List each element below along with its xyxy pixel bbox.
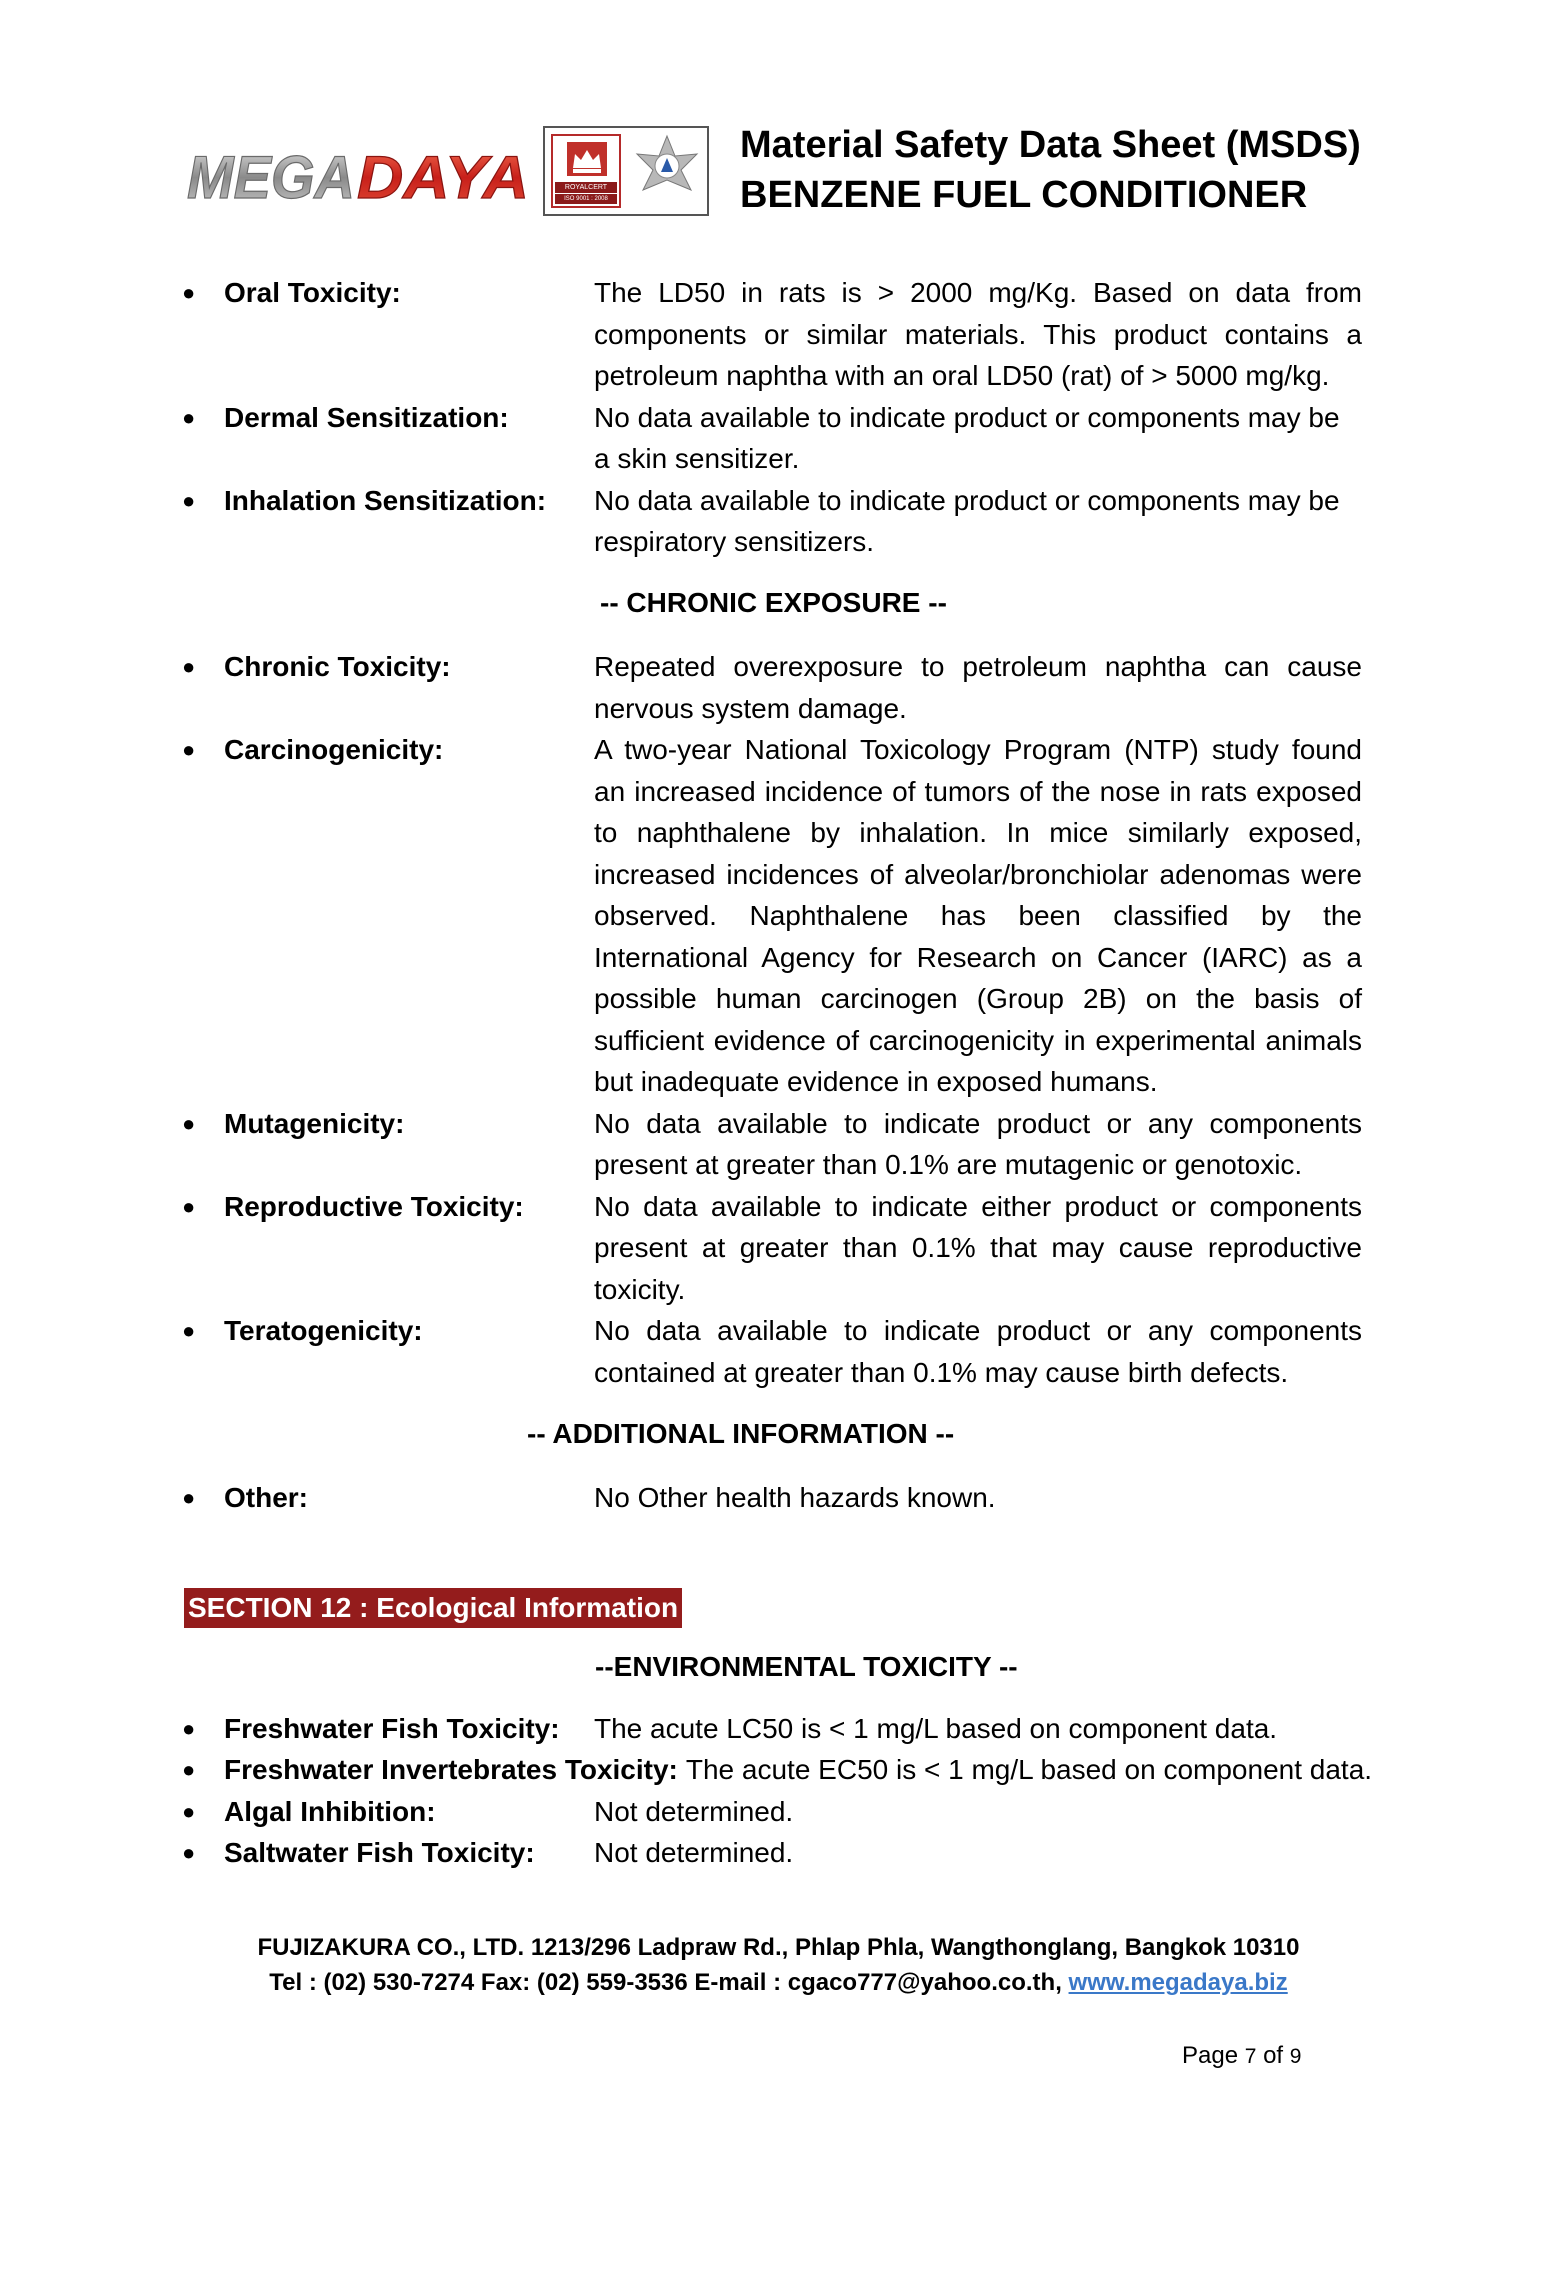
website-link[interactable]: www.megadaya.biz <box>1068 1969 1288 1996</box>
contact-details: Tel : (02) 530-7274 Fax: (02) 559-3536 E-mail : cgaco777@yahoo.co.th, <box>269 1969 1069 1996</box>
accreditation-star-icon <box>631 132 703 210</box>
contact-line <box>0 1965 1557 2000</box>
item-value: No data available to indicate product or components may be respiratory sensitizers. <box>594 484 1340 557</box>
item-label: Inhalation Sensitization: <box>224 484 547 516</box>
item-value: Not determined. <box>594 1837 794 1868</box>
list-item-inhalation-sensitization <box>182 480 1362 563</box>
item-value: A two-year National Toxicology Program (NTP) study found an increased incidence of tumors of the nose in rats exposed to naphthalene by inhalation. In mice similarly exposed, increased incidences of alveolar/bronchiolar adenomas were observed. Naphthalene has been classified by the International Agency for Research on Cancer (IARC) as a possible human carcinogen (Group 2B) on the basis of sufficient evidence of carcinogenicity in experimental animals but inadequate evidence in exposed humans. <box>594 734 1362 1097</box>
bullet-icon: ● <box>182 1757 196 1782</box>
page-total: 9 <box>1289 2045 1302 2068</box>
item-label: Saltwater Fish Toxicity: <box>224 1837 535 1868</box>
bullet-icon: ● <box>182 487 196 513</box>
list-item-teratogenicity <box>182 1310 1362 1393</box>
list-item-saltwater-fish-toxicity <box>182 1832 1362 1874</box>
bullet-icon: ● <box>182 737 196 762</box>
bullet-icon: ● <box>182 1798 196 1824</box>
item-value: The acute EC50 is < 1 mg/L based on component data. <box>685 1754 1373 1785</box>
megadaya-logo-image <box>185 146 535 208</box>
bullet-icon: ● <box>182 1715 196 1741</box>
list-item-oral-toxicity <box>182 272 1362 397</box>
chronic-exposure-heading: -- CHRONIC EXPOSURE -- <box>600 586 947 618</box>
company-address: FUJIZAKURA CO., LTD. 1213/296 Ladpraw Rd., Phlap Phla, Wangthonglang, Bangkok 10310 <box>257 1934 1300 1961</box>
section-12-heading-wrap <box>184 1588 1362 1628</box>
page-of: of <box>1256 2042 1290 2069</box>
item-value: Not determined. <box>594 1795 794 1827</box>
bullet-icon: ● <box>182 280 196 305</box>
item-value: Repeated overexposure to petroleum naphtha can cause nervous system damage. <box>594 651 1362 724</box>
item-value: No data available to indicate product or any components contained at greater than 0.1% may cause birth defects. <box>594 1315 1362 1388</box>
list-item-other <box>182 1477 1362 1519</box>
item-value: The acute LC50 is < 1 mg/L based on component data. <box>594 1712 1278 1744</box>
item-label: Reproductive Toxicity: <box>224 1190 524 1222</box>
bullet-icon: ● <box>182 654 196 679</box>
list-item-freshwater-invertebrates-toxicity <box>182 1749 1373 1791</box>
item-label: Algal Inhibition: <box>224 1795 436 1827</box>
list-item-chronic-toxicity <box>182 646 1362 729</box>
list-item-reproductive-toxicity <box>182 1186 1362 1311</box>
certification-badge <box>543 126 709 216</box>
item-value: No data available to indicate product or any components present at greater than 0.1% are mutagenic or genotoxic. <box>594 1107 1362 1180</box>
additional-information-heading: -- ADDITIONAL INFORMATION -- <box>527 1418 955 1449</box>
svg-text:DAYA: DAYA <box>357 146 529 208</box>
item-label: Dermal Sensitization: <box>224 401 509 433</box>
bullet-icon: ● <box>182 404 196 430</box>
bullet-icon: ● <box>182 1110 196 1136</box>
document-title: Material Safety Data Sheet (MSDS) <box>740 124 1361 166</box>
list-item-carcinogenicity <box>182 729 1362 1103</box>
item-label: Other: <box>224 1481 308 1513</box>
item-label: Oral Toxicity: <box>224 277 401 308</box>
page-number <box>1182 2042 1301 2070</box>
bullet-icon: ● <box>182 1840 196 1865</box>
list-item-freshwater-fish-toxicity <box>182 1708 1362 1750</box>
royalcert-label: ROYALCERT <box>555 182 617 193</box>
item-value: No data available to indicate either product or components present at greater than 0.1% that may cause reproductive toxicity. <box>594 1190 1362 1305</box>
item-label: Carcinogenicity: <box>224 734 444 765</box>
list-item-dermal-sensitization <box>182 397 1362 480</box>
item-label: Freshwater Invertebrates Toxicity: <box>224 1754 678 1785</box>
page-prefix: Page <box>1182 2042 1245 2069</box>
royalcert-badge <box>551 134 621 208</box>
list-item-algal-inhibition <box>182 1791 1362 1833</box>
iso-label: ISO 9001 : 2008 <box>555 194 617 204</box>
megadaya-logo <box>185 146 535 208</box>
item-value: No Other health hazards known. <box>594 1481 996 1513</box>
item-label: Mutagenicity: <box>224 1107 405 1139</box>
page-current: 7 <box>1244 2045 1257 2068</box>
product-name: BENZENE FUEL CONDITIONER <box>740 174 1308 216</box>
svg-text:MEGA: MEGA <box>187 146 355 208</box>
item-value: The LD50 in rats is > 2000 mg/Kg. Based on data from components or similar materials. This product contains a petroleum naphtha with an oral LD50 (rat) of > 5000 mg/kg. <box>594 277 1362 391</box>
document-body <box>182 272 1373 1874</box>
bullet-icon: ● <box>182 1193 196 1219</box>
environmental-toxicity-heading: --ENVIRONMENTAL TOXICITY -- <box>595 1651 1018 1682</box>
bullet-icon: ● <box>182 1484 196 1510</box>
item-label: Teratogenicity: <box>224 1315 423 1346</box>
item-value: No data available to indicate product or components may be a skin sensitizer. <box>594 401 1340 474</box>
item-label: Chronic Toxicity: <box>224 651 451 682</box>
bullet-icon: ● <box>182 1318 196 1343</box>
document-header <box>185 118 1385 228</box>
section-12-heading: SECTION 12 : Ecological Information <box>184 1588 682 1628</box>
list-item-mutagenicity <box>182 1103 1362 1186</box>
document-footer <box>0 1930 1557 2000</box>
crown-icon <box>567 142 607 176</box>
item-label: Freshwater Fish Toxicity: <box>224 1712 560 1744</box>
